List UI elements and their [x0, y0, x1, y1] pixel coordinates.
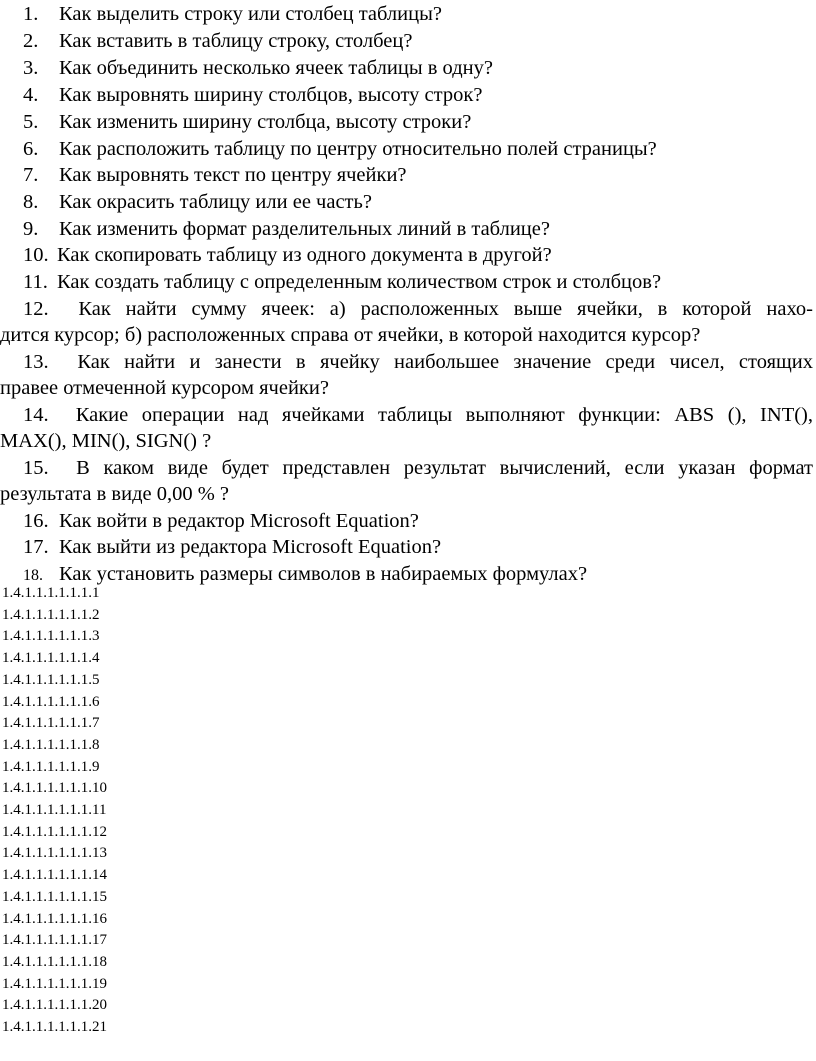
heading-number: 1.4.1.1.1.1.1.1.3 — [2, 628, 100, 645]
question-number: 8. — [23, 191, 39, 213]
question-item — [23, 82, 813, 108]
question-item — [0, 402, 813, 454]
question-text: В каком виде будет представлен результат вычислений, если указан формат — [76, 457, 813, 479]
heading-number: 1.4.1.1.1.1.1.1.14 — [2, 867, 107, 884]
question-number: 18. — [23, 567, 43, 584]
heading-number: 1.4.1.1.1.1.1.1.10 — [2, 780, 107, 797]
question-line-1 — [0, 349, 813, 375]
question-item — [23, 508, 813, 534]
heading-number: 1.4.1.1.1.1.1.1.1 — [2, 585, 100, 601]
question-item — [23, 561, 813, 589]
heading-number: 1.4.1.1.1.1.1.1.20 — [2, 997, 107, 1014]
question-text: Как выделить строку или столбец таблицы? — [59, 3, 442, 25]
question-line-2: MAX(), MIN(), SIGN() ? — [0, 430, 212, 452]
question-item — [0, 296, 813, 348]
heading-number: 1.4.1.1.1.1.1.1.11 — [2, 802, 107, 819]
heading-number: 1.4.1.1.1.1.1.1.12 — [2, 823, 107, 840]
question-item — [23, 269, 813, 295]
question-item — [23, 162, 813, 188]
question-line-1 — [0, 455, 813, 481]
heading-number: 1.4.1.1.1.1.1.1.15 — [2, 888, 107, 905]
question-number: 1. — [23, 3, 39, 25]
question-text: Как объединить несколько ячеек таблицы в одну? — [59, 57, 493, 79]
question-number: 5. — [23, 111, 39, 133]
question-text: Как создать таблицу с определенным количеством строк и столбцов? — [57, 271, 662, 293]
question-number: 2. — [23, 30, 39, 52]
question-item — [23, 534, 813, 560]
heading-number: 1.4.1.1.1.1.1.1.8 — [2, 736, 100, 753]
question-number: 13. — [23, 351, 49, 373]
heading-number: 1.4.1.1.1.1.1.1.21 — [2, 1019, 107, 1036]
heading-number: 1.4.1.1.1.1.1.1.18 — [2, 953, 107, 970]
question-text: Как изменить формат разделительных линий в таблице? — [59, 218, 550, 240]
question-item — [0, 349, 813, 401]
heading-number: 1.4.1.1.1.1.1.1.7 — [2, 715, 100, 732]
question-number: 7. — [23, 164, 39, 186]
question-text: Как расположить таблицу по центру относительно полей страницы? — [59, 138, 657, 160]
question-number: 17. — [23, 536, 49, 558]
question-item — [23, 28, 813, 54]
question-number: 12. — [23, 298, 49, 320]
question-item — [0, 455, 813, 507]
question-text: Какие операции над ячейками таблицы выполняют функции: ABS (), INT(), — [75, 404, 813, 426]
heading-number: 1.4.1.1.1.1.1.1.6 — [2, 693, 100, 710]
heading-number: 1.4.1.1.1.1.1.1.19 — [2, 975, 107, 992]
question-text: Как окрасить таблицу или ее часть? — [59, 191, 372, 213]
question-text: Как выйти из редактора Microsoft Equation? — [59, 536, 442, 558]
heading-number: 1.4.1.1.1.1.1.1.13 — [2, 845, 107, 862]
question-text: Как изменить ширину столбца, высоту строки? — [59, 111, 472, 133]
question-text: Как установить размеры символов в набираемых формулах? — [59, 563, 588, 585]
question-number: 4. — [23, 84, 39, 106]
question-number: 11. — [23, 271, 48, 293]
question-number: 14. — [23, 404, 49, 426]
question-number: 16. — [23, 510, 49, 532]
question-text: Как вставить в таблицу строку, столбец? — [59, 30, 413, 52]
question-number: 6. — [23, 138, 39, 160]
heading-number: 1.4.1.1.1.1.1.1.2 — [2, 606, 100, 623]
question-item — [23, 109, 813, 135]
question-text: Как войти в редактор Microsoft Equation? — [59, 510, 419, 532]
question-item — [23, 242, 813, 268]
question-text: Как выровнять текст по центру ячейки? — [59, 164, 407, 186]
question-text: Как скопировать таблицу из одного документа в другой? — [57, 244, 552, 266]
question-line-2: дится курсор; б) расположенных справа от ячейки, в которой находится курсор? — [0, 324, 701, 346]
question-text: Как найти и занести в ячейку наибольшее значение среди чисел, стоящих — [77, 351, 813, 373]
question-number: 10. — [23, 244, 49, 266]
question-line-2: результата в виде 0,00 % ? — [0, 483, 230, 505]
question-number: 3. — [23, 57, 39, 79]
question-item — [23, 55, 813, 81]
heading-number: 1.4.1.1.1.1.1.1.4 — [2, 650, 100, 667]
heading-number: 1.4.1.1.1.1.1.1.9 — [2, 758, 100, 775]
question-line-1 — [0, 296, 813, 322]
question-number: 9. — [23, 218, 39, 240]
question-text: Как выровнять ширину столбцов, высоту строк? — [59, 84, 483, 106]
heading-number: 1.4.1.1.1.1.1.1.16 — [2, 910, 107, 927]
question-item — [23, 136, 813, 162]
heading-number: 1.4.1.1.1.1.1.1.17 — [2, 932, 107, 949]
question-text: Как найти сумму ячеек: а) расположенных выше ячейки, в которой нахо- — [78, 298, 813, 320]
heading-number-list — [2, 583, 107, 1039]
question-item — [23, 189, 813, 215]
question-line-2: правее отмеченной курсором ячейки? — [0, 377, 329, 399]
question-item — [23, 1, 813, 27]
question-number: 15. — [23, 457, 49, 479]
question-item — [23, 216, 813, 242]
heading-number: 1.4.1.1.1.1.1.1.5 — [2, 671, 100, 688]
question-line-1 — [0, 402, 813, 428]
